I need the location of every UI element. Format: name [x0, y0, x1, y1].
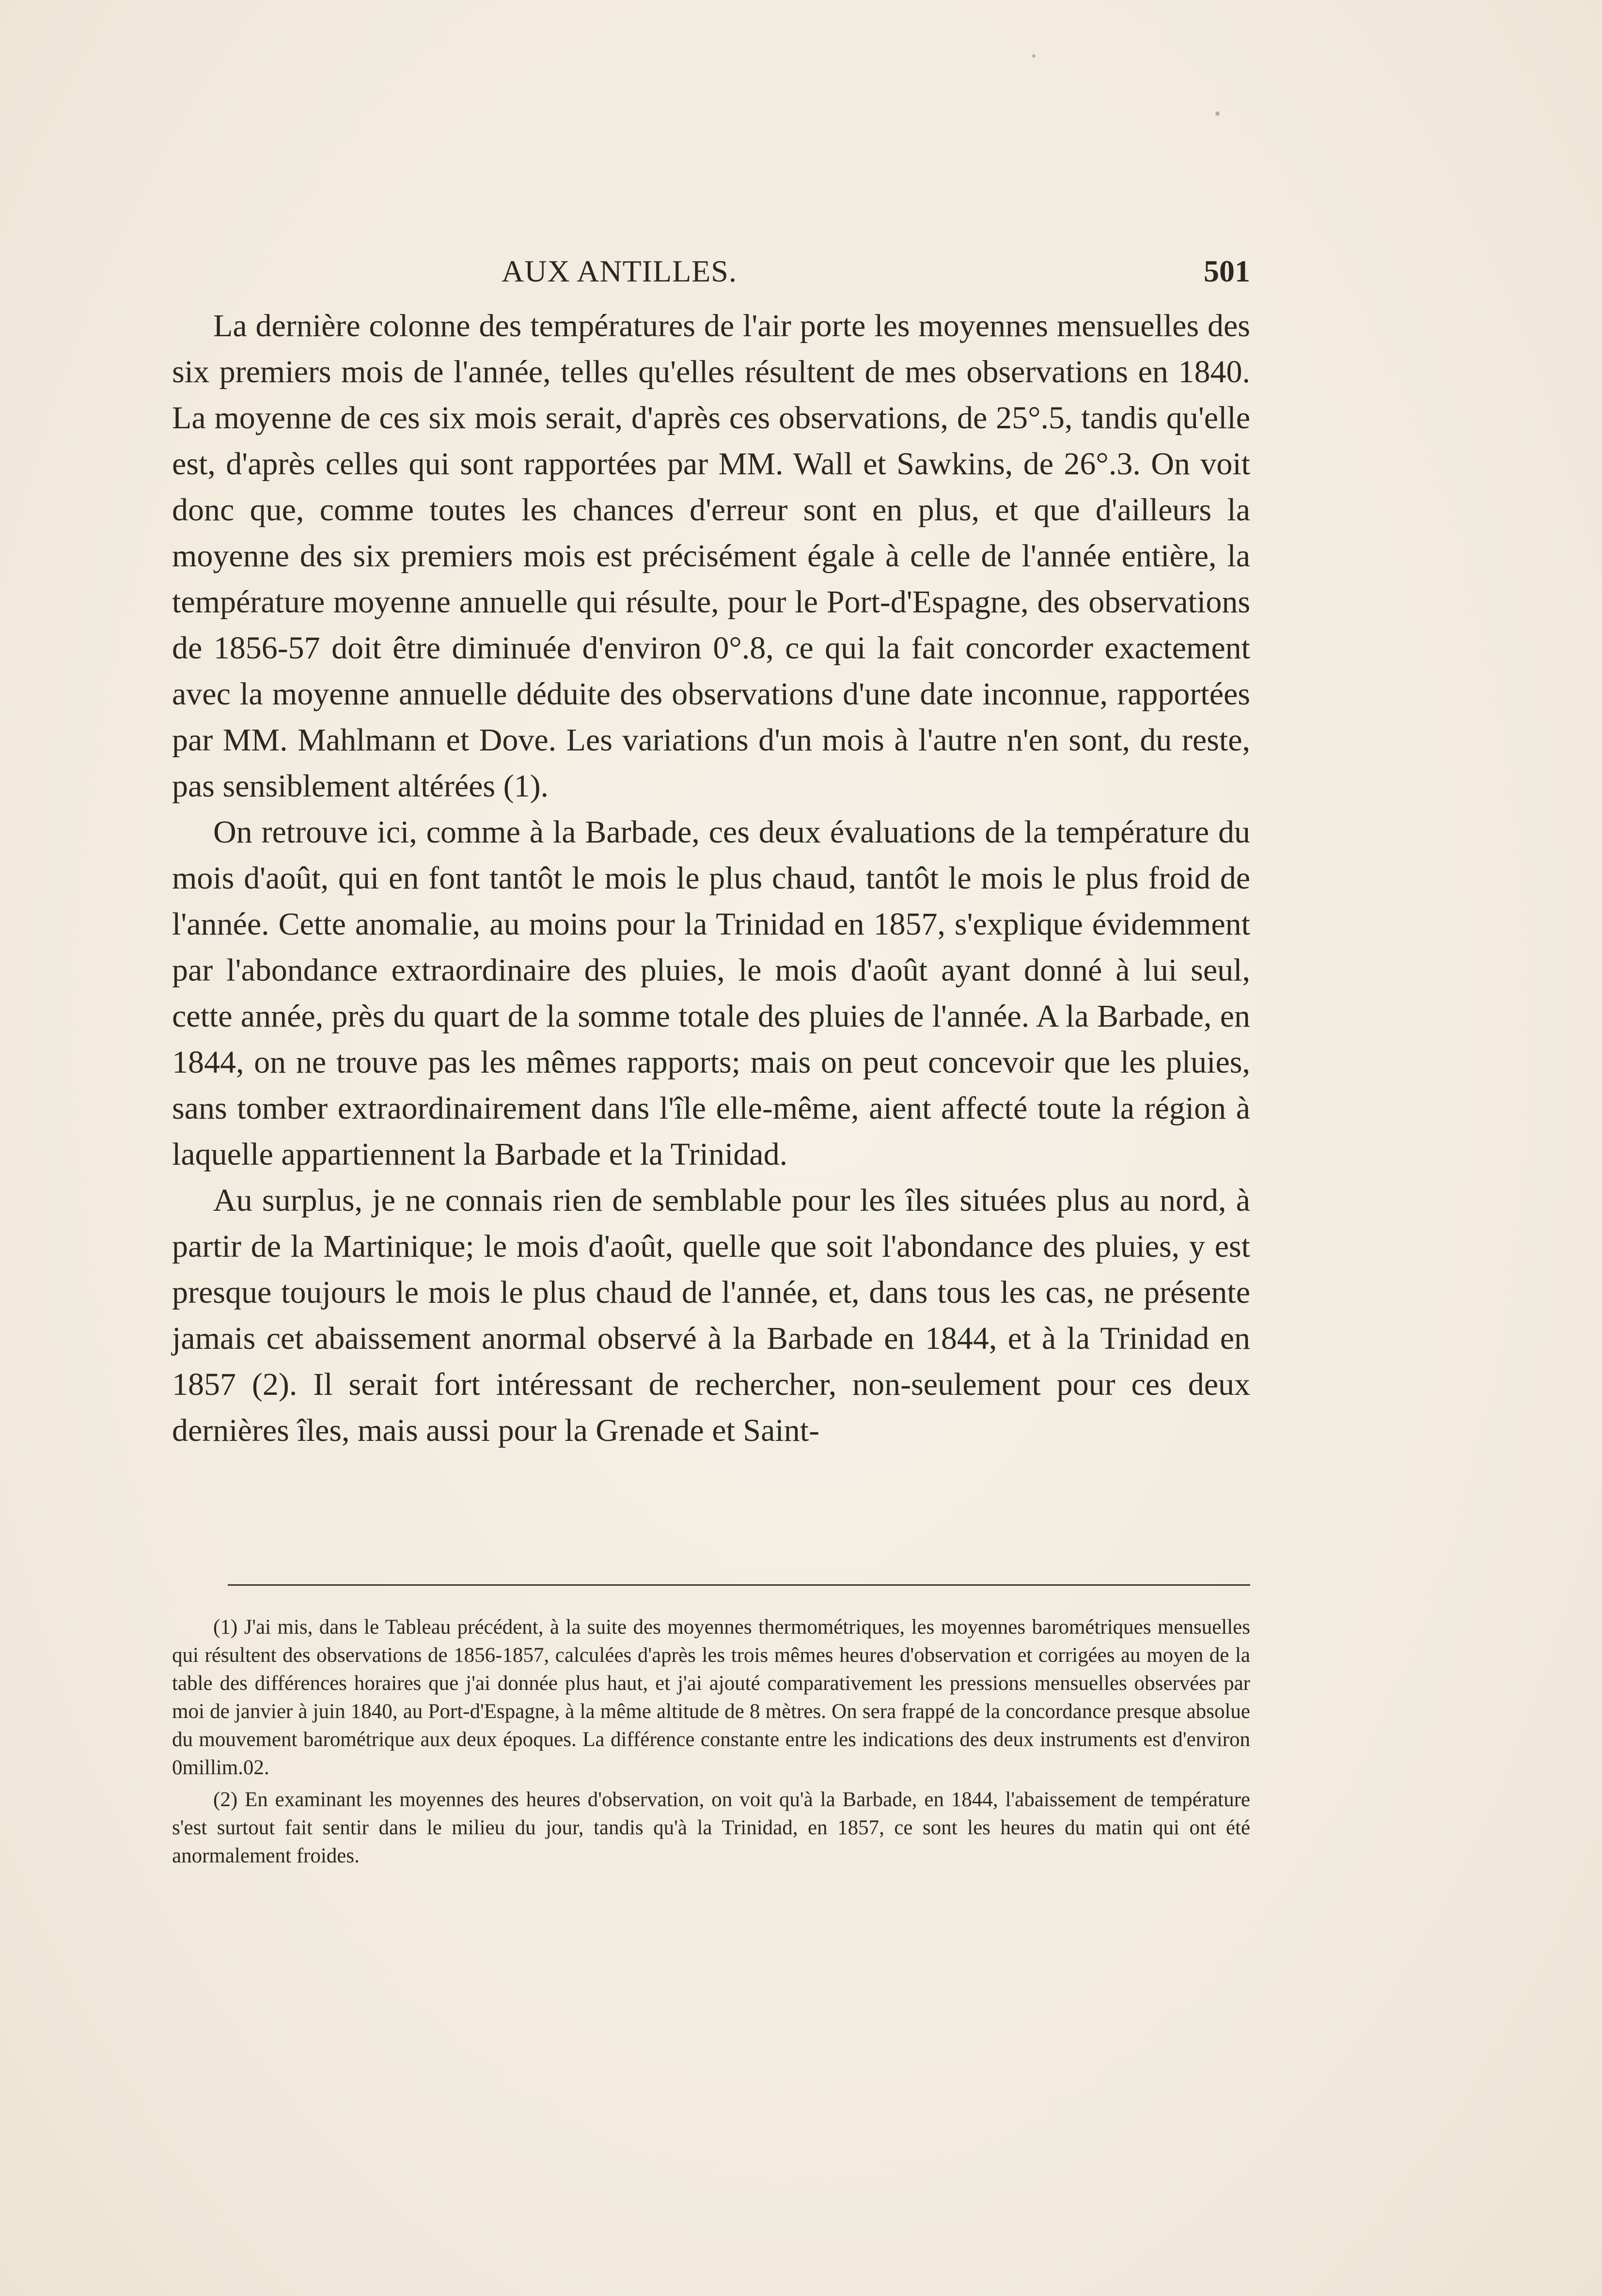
footnote: (2) En examinant les moyennes des heures d'observation, on voit qu'à la Barbade, en 1844, l'abaissement de température s'est surtout fait sentir dans le milieu du jour, tandis qu'à la Trinidad, en 1857, ce sont les heures du matin qui ont été anormalement froides.: [172, 1788, 1250, 1867]
paragraph: On retrouve ici, comme à la Barbade, ces deux évaluations de la température du mois d'août, qui en font tantôt le mois le plus chaud, tantôt le mois le plus froid de l'année. Cette anomalie, au moins pour la Trinidad en 1857, s'explique évidemment par l'abondance extraordinaire des pluies, le mois d'août ayant donné à lui seul, cette année, près du quart de la somme totale des pluies de l'année. A la Barbade, en 1844, on ne trouve pas les mêmes rapports; mais on peut concevoir que les pluies, sans tomber extraordinairement dans l'île elle-même, aient affecté toute la région à laquelle appartiennent la Barbade et la Trinidad.: [172, 814, 1250, 1172]
page-number: 501: [1204, 254, 1250, 288]
footnote: (1) J'ai mis, dans le Tableau précédent, à la suite des moyennes thermométriques, les moyennes barométriques mensuelles qui résultent des observations de 1856-1857, calculées d'après les trois mêmes heures d'observation et corrigées au moyen de la table des différences horaires que j'ai donnée plus haut, et j'ai ajouté comparativement les pressions mensuelles observées par moi de janvier à juin 1840, au Port-d'Espagne, à la même altitude de 8 mètres. On sera frappé de la concordance presque absolue du mouvement barométrique aux deux époques. La différence constante entre les indications des deux instruments est d'environ 0millim.02.: [172, 1616, 1250, 1779]
paper-speck: [1215, 111, 1220, 116]
paragraph: Au surplus, je ne connais rien de semblable pour les îles situées plus au nord, à partir de la Martinique; le mois d'août, quelle que soit l'abondance des pluies, y est presque toujours le mois le plus chaud de l'année, et, dans tous les cas, ne présente jamais cet abaissement anormal observé à la Barbade en 1844, et à la Trinidad en 1857 (2). Il serait fort intéressant de rechercher, non-seulement pour ces deux dernières îles, mais aussi pour la Grenade et Saint-: [172, 1183, 1250, 1448]
main-text: [172, 303, 1250, 1453]
footnote-divider: [228, 1584, 1250, 1586]
footnotes: [172, 1613, 1250, 1874]
paper-speck: [1032, 54, 1036, 58]
paragraph: La dernière colonne des températures de l'air porte les moyennes mensuelles des six premiers mois de l'année, telles qu'elles résultent de mes observations en 1840. La moyenne de ces six mois serait, d'après ces observations, de 25°.5, tandis qu'elle est, d'après celles qui sont rapportées par MM. Wall et Sawkins, de 26°.3. On voit donc que, comme toutes les chances d'erreur sont en plus, et que d'ailleurs la moyenne des six premiers mois est précisément égale à celle de l'année entière, la température moyenne annuelle qui résulte, pour le Port-d'Espagne, des observations de 1856-57 doit être diminuée d'environ 0°.8, ce qui la fait concorder exactement avec la moyenne annuelle déduite des observations d'une date inconnue, rapportées par MM. Mahlmann et Dove. Les variations d'un mois à l'autre n'en sont, du reste, pas sensiblement altérées (1).: [172, 308, 1250, 804]
page-header: [172, 252, 1250, 291]
running-title: AUX ANTILLES.: [502, 254, 737, 288]
